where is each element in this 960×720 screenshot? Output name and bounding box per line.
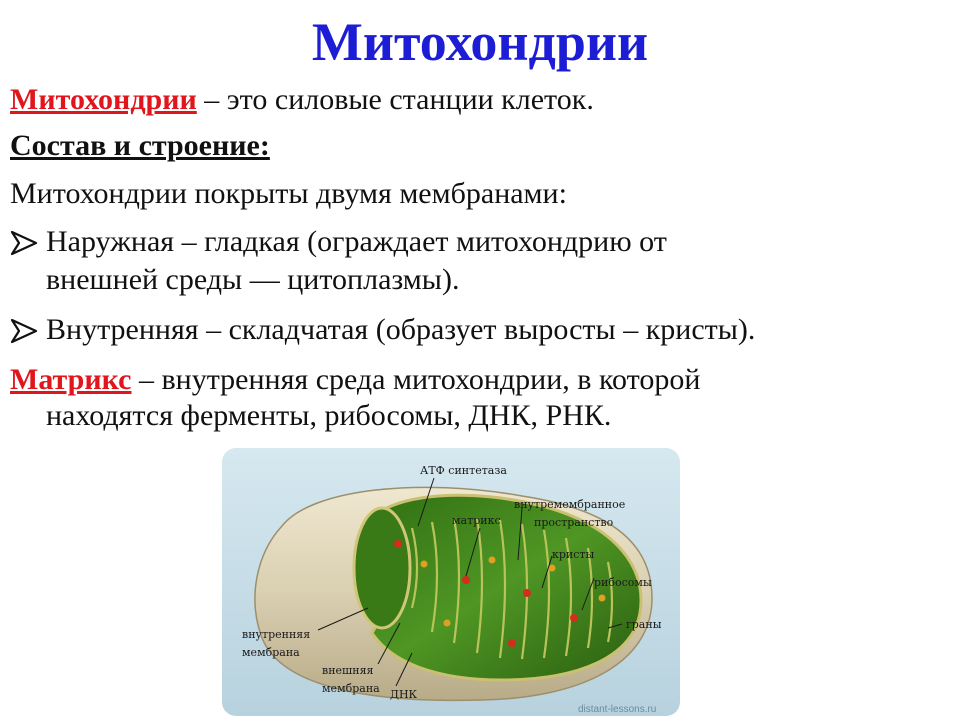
definition-text: – это силовые станции клеток. xyxy=(196,83,594,116)
slide-title: Митохондрии xyxy=(311,12,649,72)
section-heading-line xyxy=(10,128,270,164)
label-atp-synthase: АТФ синтетаза xyxy=(420,464,507,477)
intro-text: Митохондрии покрыты двумя мембранами: xyxy=(10,177,567,210)
arrowhead-bullet-icon xyxy=(10,228,40,258)
label-inner-membrane-line1: внутренняя xyxy=(242,628,311,641)
definition-term: Митохондрии xyxy=(10,83,197,116)
figure-watermark: distant-lessons.ru xyxy=(578,704,657,715)
label-intermembrane-line2: пространство xyxy=(534,516,614,529)
label-matrix: матрикс xyxy=(452,514,501,527)
label-intermembrane-line1: внутремембранное xyxy=(514,498,626,511)
section-heading: Состав и строение: xyxy=(10,129,270,162)
label-dna: ДНК xyxy=(390,688,418,701)
matrix-term: Матрикс xyxy=(10,363,132,396)
bullet-text-line1: Внутренняя – складчатая (образует выросты – кристы). xyxy=(46,313,756,346)
label-cristae: кристы xyxy=(552,548,595,561)
label-ribosomes: рибосомы xyxy=(594,576,652,589)
matrix-text: – внутренняя среда митохондрии, в которой xyxy=(131,363,701,396)
definition-line xyxy=(10,82,594,118)
mitochondrion-diagram xyxy=(222,448,680,716)
bullet-text-line2: внешней среды –– цитоплазмы). xyxy=(46,263,460,296)
label-inner-membrane-line2: мембрана xyxy=(242,646,300,659)
label-outer-membrane-line2: мембрана xyxy=(322,682,380,695)
arrowhead-bullet-icon xyxy=(10,316,40,346)
label-granules: граны xyxy=(626,618,662,631)
matrix-text-line2: находятся ферменты, рибосомы, ДНК, РНК. xyxy=(46,399,612,432)
label-outer-membrane-line1: внешняя xyxy=(322,664,374,677)
matrix-line xyxy=(10,362,700,398)
bullet-text-line1: Наружная – гладкая (ограждает митохондрию от xyxy=(46,225,667,258)
